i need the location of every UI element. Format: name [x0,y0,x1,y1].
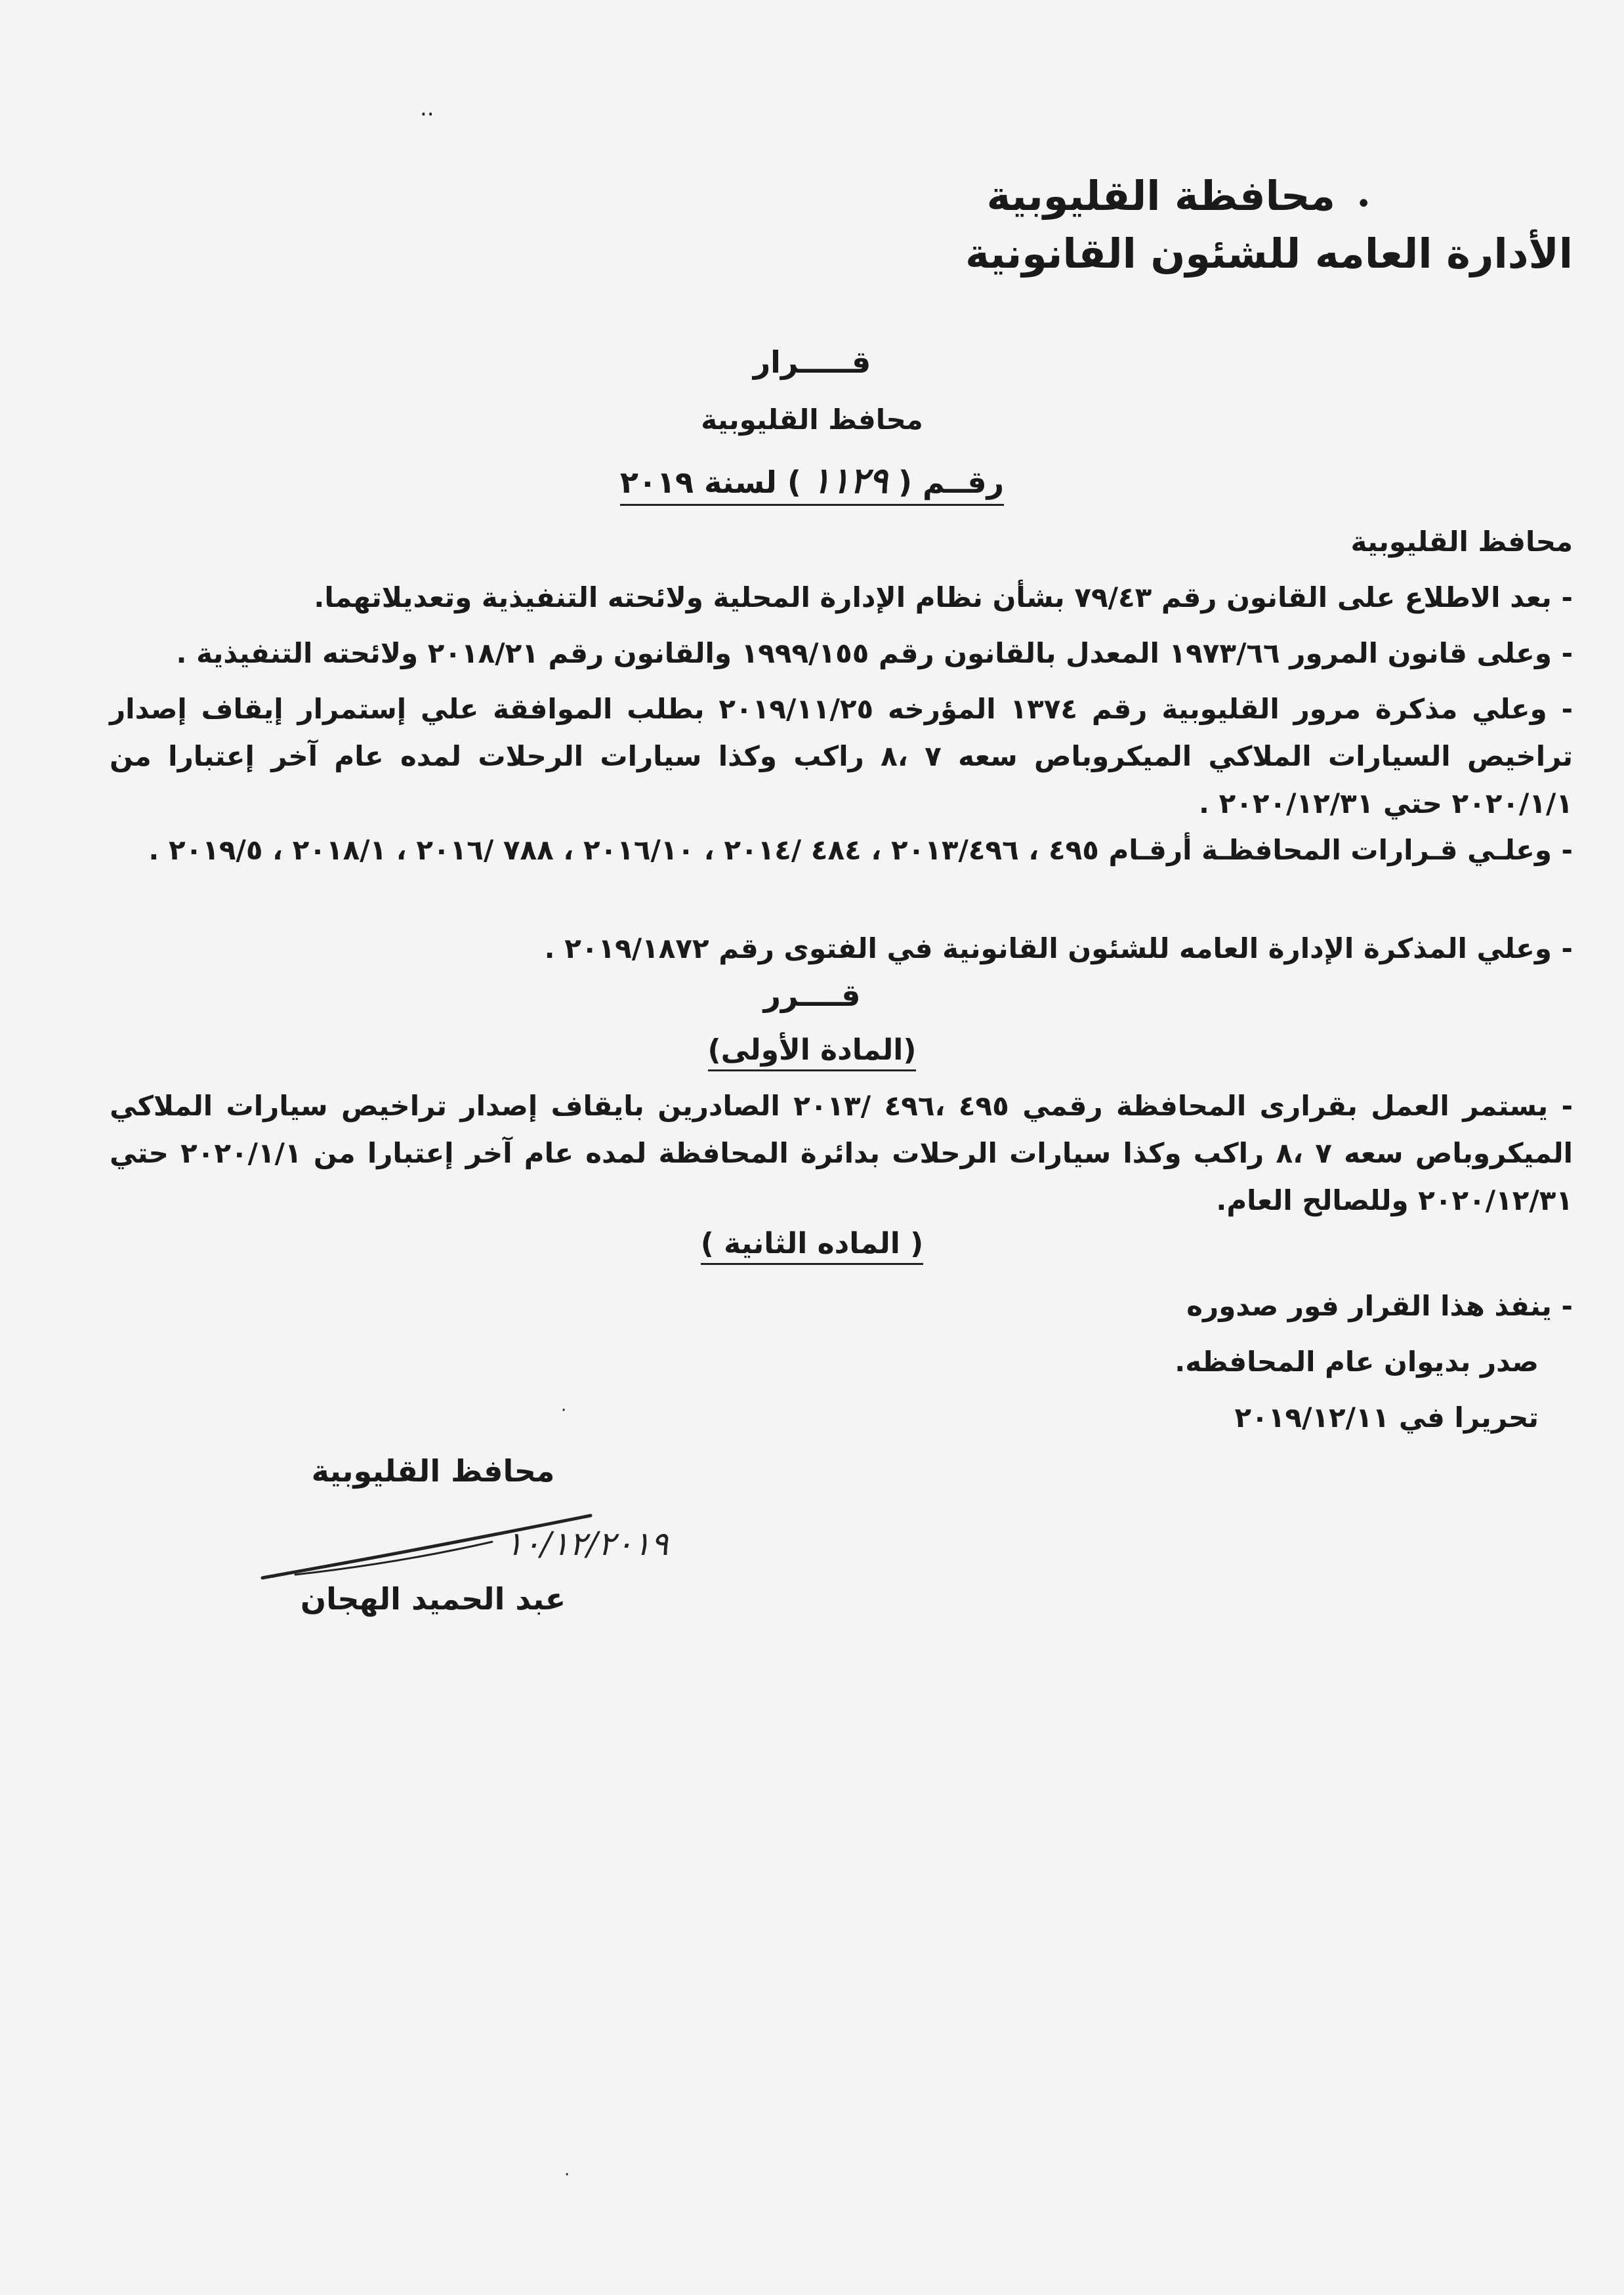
article-2-text: - ينفذ هذا القرار فور صدوره [1186,1290,1573,1322]
article-1-heading [0,1033,1624,1067]
issued-at-line: صدر بديوان عام المحافظه. [1175,1346,1539,1378]
article-1-title: (المادة الأولى) [708,1033,917,1071]
preamble-paragraph-1: - بعد الاطلاع على القانون رقم ٧٩/٤٣ بشأن نظام الإدارة المحلية ولائحته التنفيذية وتعديلاتهما. [314,581,1573,613]
preamble-paragraph-5: - وعلي المذكرة الإدارة العامه للشئون القانونية في الفتوى رقم ٢٠١٩/١٨٧٢ . [544,932,1573,964]
date-value: ٢٠١٩/١٢/١١ [1234,1401,1390,1434]
preamble-paragraph-3: - وعلي مذكرة مرور القليوبية رقم ١٣٧٤ المؤرخه ٢٠١٩/١١/٢٥ بطلب الموافقة علي إستمرار إيقاف إصدار تراخيص السيارات الملاكي الميكروباص سعه ٧ ،٨ راكب وكذا سيارات الرحلات لمده عام آخر إعتبارا من ٢٠٢٠/١/١ حتي ٢٠٢٠/١٢/٣١ . [110,693,1573,819]
stray-mark: · [561,1401,567,1420]
decision-title: قـــــرار [753,344,871,380]
decision-issuer: محافظ القليوبية [701,403,923,436]
authority-line: محافظ القليوبية [1350,526,1573,558]
signature-date: ١٠/١٢/٢٠١٩ [505,1525,669,1563]
signatory-name: عبد الحميد الهجان [300,1581,566,1617]
decided-heading: قــــرر [763,978,861,1013]
article-1-text: - يستمر العمل بقرارى المحافظة رقمي ٤٩٥ ،٤٩٦ /٢٠١٣ الصادرين بايقاف إصدار تراخيص سيارات الملاكي الميكروباص سعه ٧ ،٨ راكب وكذا سيارات الرحلات بدائرة المحافظة لمده عام آخر إعتبارا من ٢٠٢٠/١/١ حتي ٢٠٢٠/١٢/٣١ وللصالح العام. [110,1090,1573,1216]
stray-mark: · [564,2165,570,2185]
department-header: الأدارة العامه للشئون القانونية [965,230,1573,278]
article-2-heading [0,1227,1624,1260]
decision-number-value: ١١٢٩ [811,459,888,501]
decision-number-prefix: رقــم ( [898,465,1005,500]
signature-title: محافظ القليوبية [311,1453,555,1489]
date-prefix: تحريرا في [1398,1401,1539,1434]
bullet-dot: • [1356,189,1371,219]
stray-dots: .. [420,95,434,121]
preamble-paragraph-4: - وعلـي قـرارات المحافظـة أرقـام ٤٩٥ ، ٢٠١٣/٤٩٦ ، ٤٨٤ /٢٠١٤ ، ٢٠١٦/١٠ ، ٧٨٨ /٢٠١٦ ، ٢٠١٨/١ ، ٢٠١٩/٥ . [148,834,1573,866]
article-2-title: ( الماده الثانية ) [701,1227,924,1265]
date-line [75,1394,1539,1441]
handwritten-signature [256,1502,669,1588]
preamble-paragraph-2: - وعلى قانون المرور ١٩٧٣/٦٦ المعدل بالقانون رقم ١٩٩٩/١٥٥ والقانون رقم ٢٠١٨/٢١ ولائحته التنفيذية . [176,637,1573,669]
decision-number [0,459,1624,501]
governorate-header: محافظة القليوبية [986,172,1335,220]
decision-number-suffix: ) لسنة ٢٠١٩ [619,465,801,500]
